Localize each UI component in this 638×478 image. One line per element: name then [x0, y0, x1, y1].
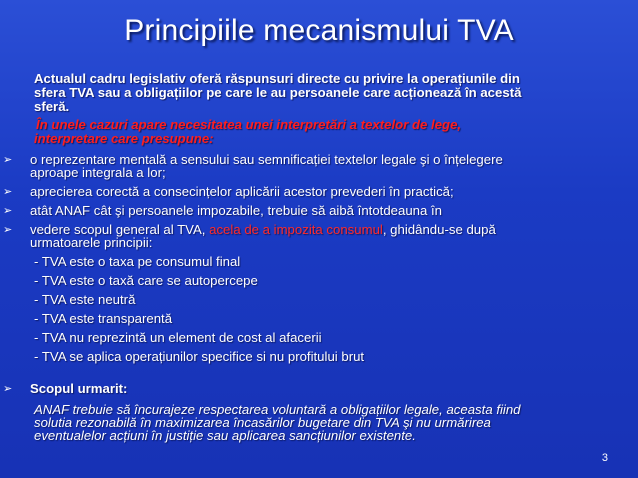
bullet-2: aprecierea corectă a consecințelor aplicării acestor prevederi în practică; — [30, 184, 454, 199]
bullet-arrow-icon: ➢ — [3, 186, 13, 198]
bullet-4-highlight: acela de a impozita consumul — [209, 222, 383, 237]
bullet-3: atât ANAF cât şi persoanele impozabile, trebuie să aibă întotdeauna în — [30, 203, 442, 218]
scope-line-3: eventualelor acțiuni în justiție sau aplicarea sancțiunilor existente. — [34, 428, 416, 443]
intro-line-1: Actualul cadru legislativ oferă răspunsuri directe cu privire la operațiunile din — [34, 71, 520, 86]
principle-item: - TVA nu reprezintă un element de cost al afacerii — [34, 330, 322, 345]
bullet-arrow-icon: ➢ — [3, 154, 13, 166]
scope-line-1: ANAF trebuie să încurajeze respectarea voluntară a obligațiilor legale, aceasta fiind — [34, 402, 521, 417]
principle-item: - TVA se aplica operațiunilor specifice si nu profitului brut — [34, 349, 365, 364]
bullet-4-line-2: urmatoarele principii: — [30, 235, 153, 250]
bullet-arrow-icon: ➢ — [3, 205, 13, 217]
interpretation-line-2: interpretare care presupune: — [34, 131, 214, 146]
bullet-1-line-2: aproape integrala a lor; — [30, 165, 166, 180]
scope-line-2: solutia rezonabilă în maximizarea încasărilor bugetare din TVA şi nu urmărirea — [34, 415, 491, 430]
principle-item: - TVA este o taxă care se autopercepe — [34, 273, 258, 288]
page-number: 3 — [601, 452, 608, 464]
intro-line-3: sferă. — [34, 99, 70, 114]
principle-item: - TVA este transparentă — [34, 311, 173, 326]
bullet-4-text-end: , ghidându-se după — [382, 222, 496, 237]
intro-line-2: sfera TVA sau a obligațiilor pe care le au persoanele care acționează în acestă — [34, 85, 522, 100]
bullet-1-line-1: o reprezentare mentală a sensului sau semnificației textelor legale şi o înțelegere — [30, 152, 503, 167]
slide-title: Principiile mecanismului TVA — [124, 14, 514, 47]
bullet-4-text: vedere scopul general al TVA, — [30, 222, 210, 237]
scope-heading: Scopul urmarit: — [30, 381, 128, 396]
interpretation-line-1: În unele cazuri apare necesitatea unei interpretări a textelor de lege, — [36, 117, 462, 132]
principle-item: - TVA este o taxa pe consumul final — [34, 254, 241, 269]
bullet-arrow-icon: ➢ — [3, 224, 13, 236]
principle-item: - TVA este neutră — [34, 292, 136, 307]
bullet-arrow-icon: ➢ — [3, 383, 13, 395]
